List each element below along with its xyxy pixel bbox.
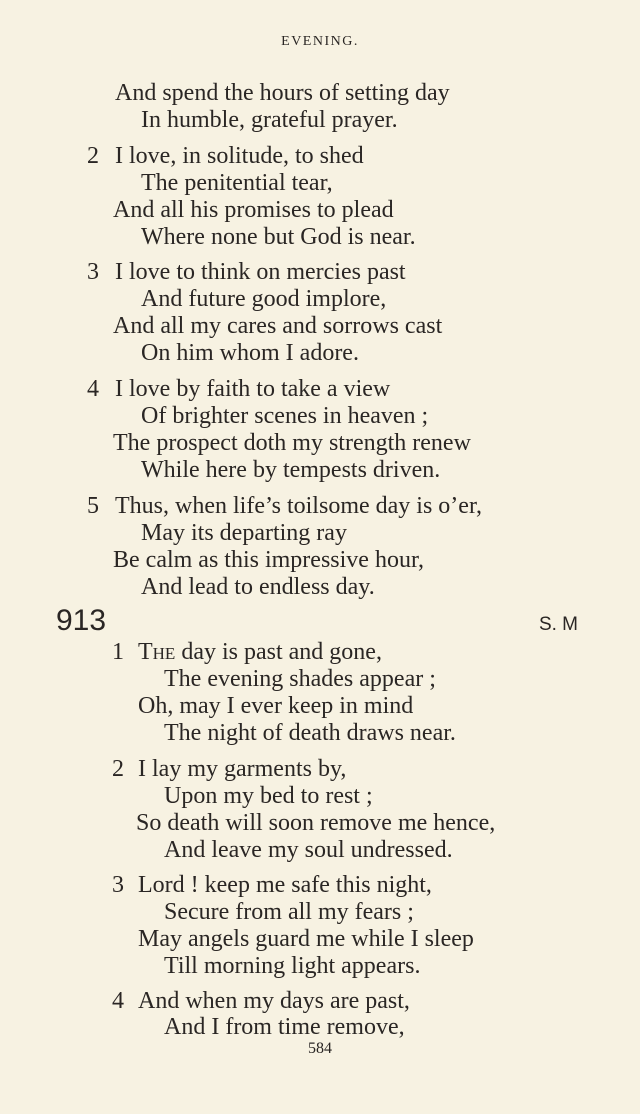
verse-line: The evening shades appear ; [164,666,436,692]
verse-line: So death will soon remove me hence, [136,810,496,836]
first-line-rest: day is past and gone, [175,639,382,665]
verse-line: Where none but God is near. [141,224,416,250]
first-word: The [138,639,176,665]
verse-line: The night of death draws near. [164,720,456,746]
verse-line: Upon my bed to rest ; [164,783,373,809]
stanza-number: 3 [112,872,124,898]
verse-line: And when my days are past, [138,988,410,1014]
verse-line: I love to think on mercies past [115,259,406,285]
verse-line: Secure from all my fears ; [164,899,414,925]
hymn-number: 913 [56,604,107,637]
verse-line: May its departing ray [141,520,347,546]
stanza-number: 4 [87,376,99,402]
page-number: 584 [308,1040,332,1057]
verse-line: Oh, may I ever keep in mind [138,693,414,719]
verse-line: Lord ! keep me safe this night, [138,872,432,898]
verse-line: Of brighter scenes in heaven ; [141,403,429,429]
meter-label: S. M [538,614,578,635]
stanza-number: 2 [87,143,99,169]
verse-line: I love by faith to take a view [115,376,391,402]
verse-line: While here by tempests driven. [141,457,441,483]
stanza-number: 5 [87,493,99,519]
verse-line: The penitential tear, [141,170,333,196]
verse-line: And I from time remove, [164,1014,405,1040]
verse-line: In humble, grateful prayer. [141,107,398,133]
stanza-number: 3 [87,259,99,285]
verse-line: I lay my garments by, [138,756,347,782]
stanza-number: 4 [112,988,124,1014]
verse-line [138,638,382,666]
verse-line: Be calm as this impressive hour, [113,547,424,573]
verse-line: May angels guard me while I sleep [138,926,474,952]
verse-line: And all his promises to plead [113,197,394,223]
verse-line: The prospect doth my strength renew [113,430,471,456]
verse-line: Thus, when life’s toilsome day is o’er, [115,493,482,519]
verse-line: And lead to endless day. [141,574,375,600]
verse-line: And future good implore, [141,286,387,312]
verse-line: And leave my soul undressed. [164,837,453,863]
stanza-number: 1 [112,639,124,665]
verse-line: Till morning light appears. [164,953,421,979]
verse-line: I love, in solitude, to shed [115,143,364,169]
verse-line: And all my cares and sorrows cast [113,313,443,339]
stanza-number: 2 [112,756,124,782]
running-head: EVENING. [281,34,359,49]
verse-line: On him whom I adore. [141,340,359,366]
verse-line: And spend the hours of setting day [115,80,450,106]
